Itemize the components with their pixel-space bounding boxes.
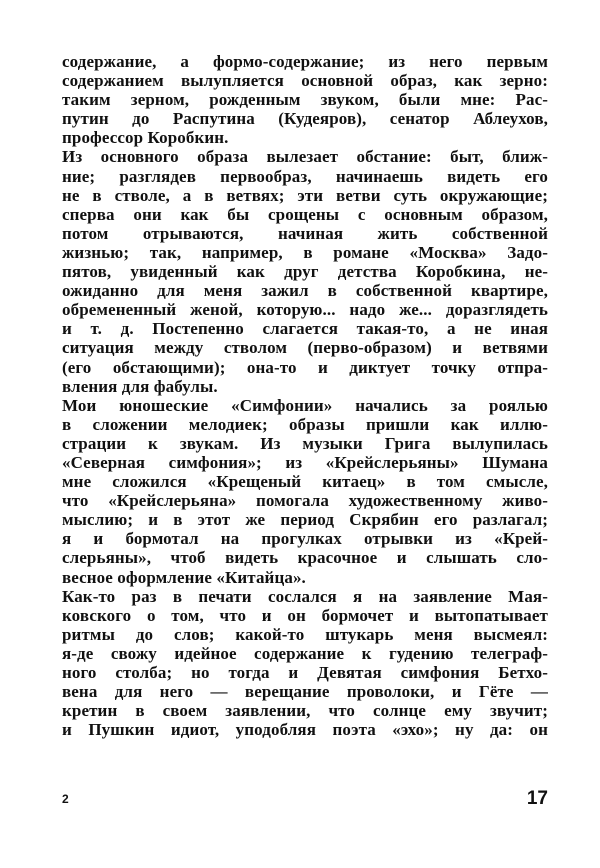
text-line: ние; разглядев первообраз, начинаешь видеть его — [62, 166, 548, 186]
text-line: ожиданно для меня зажил в собственной квартире, — [62, 281, 548, 301]
text-line: таким зерном, рожденным звуком, были мне: Рас- — [62, 90, 548, 110]
text-line: ного столба; но тогда и Девятая симфония Бетхо- — [62, 663, 548, 682]
page-body-text — [62, 52, 548, 739]
text-line: что «Крейслерьяна» помогала художественному живо- — [62, 491, 548, 511]
text-line: «Северная симфония»; из «Крейслерьяны» Шумана — [62, 452, 548, 472]
text-line: ситуация между стволом (перво-образом) и ветвями — [62, 338, 548, 358]
text-line: мне сложился «Крещеный китаец» в том смысле, — [62, 472, 548, 492]
text-line: и Пушкин идиот, уподобляя поэта «эхо»; ну да: он — [62, 720, 548, 740]
paragraph — [62, 587, 548, 740]
text-line: вления для фабулы. — [62, 376, 218, 396]
text-line: содержание, а формо-содержание; из него первым — [62, 52, 548, 71]
text-line: не в стволе, а в ветвях; эти ветви суть окружающие; — [62, 185, 548, 205]
text-line: Как-то раз в печати сослался я на заявление Мая- — [62, 586, 548, 606]
page-number: 17 — [526, 788, 548, 809]
text-line: профессор Коробкин. — [62, 128, 229, 148]
text-line: и т. д. Постепенно слагается такая-то, а не иная — [62, 319, 548, 339]
printer-signature-mark: 2 — [62, 792, 69, 806]
text-line: Мои юношеские «Симфонии» начались за роялью — [62, 395, 548, 415]
text-line: Из основного образа вылезает обстание: быт, ближ- — [62, 147, 548, 167]
text-line: ковского о том, что и он бормочет и вытопатывает — [62, 605, 548, 625]
text-line: обремененный женой, которую... надо же... доразглядеть — [62, 300, 548, 320]
page-footer — [62, 788, 548, 812]
text-line: (его обстающими); она-то и диктует точку отпра- — [62, 357, 548, 377]
text-line: кретин в своем заявлении, что солнце ему звучит; — [62, 701, 548, 721]
paragraph — [62, 52, 548, 147]
text-line: пятов, увиденный как друг детства Коробкина, не- — [62, 262, 548, 282]
text-line: вена для него — верещание проволоки, и Гёте — — [62, 682, 548, 702]
text-line: мыслию; и в этот же период Скрябин его разлагал; — [62, 510, 548, 530]
text-line: весное оформление «Китайца». — [62, 567, 306, 587]
text-line: в сложении мелодиек; образы пришли как иллю- — [62, 414, 548, 434]
paragraph — [62, 147, 548, 395]
text-line: страции к звукам. Из музыки Грига вылупилась — [62, 433, 548, 453]
text-line: жизнью; так, например, в романе «Москва» Задо- — [62, 242, 548, 262]
text-line: я и бормотал на прогулках отрывки из «Крей- — [62, 529, 548, 549]
text-line: я-де свожу идейное содержание к гудению телеграф- — [62, 643, 548, 663]
text-line: путин до Распутина (Кудеяров), сенатор Аблеухов, — [62, 109, 548, 129]
paragraph — [62, 396, 548, 587]
text-line: ритмы до слов; какой-то штукарь меня высмеял: — [62, 624, 548, 644]
text-line: содержанием вылупляется основной образ, как зерно: — [62, 71, 548, 91]
text-line: сперва они как бы срощены с основным образом, — [62, 204, 548, 224]
text-line: слерьяны», чтоб видеть красочное и слышать сло- — [62, 548, 548, 568]
text-line: потом отрываются, начиная жить собственной — [62, 223, 548, 243]
